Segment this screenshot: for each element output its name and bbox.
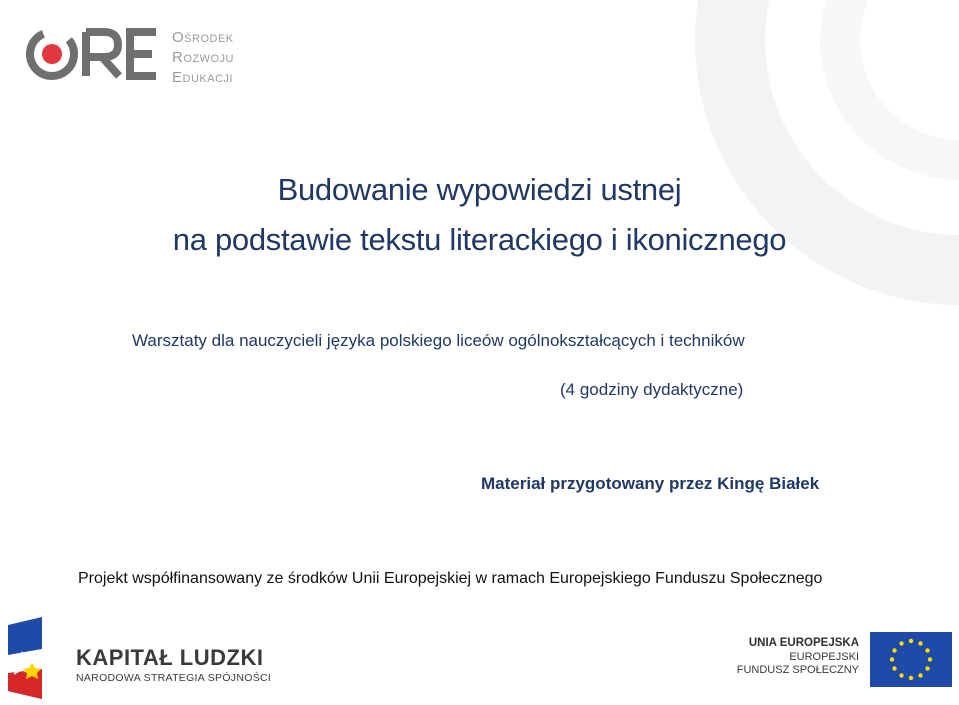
ore-org-line-1: Ośrodek — [172, 29, 234, 46]
workshop-description: Warsztaty dla nauczycieli języka polskiego liceów ogólnokształcących i techników — [132, 331, 745, 350]
kapital-ludzki-flag-icon — [0, 615, 70, 700]
kapital-ludzki-title: KAPITAŁ LUDZKI — [76, 645, 264, 670]
slide-title-line-2: na podstawie tekstu literackiego i ikonicznego — [172, 222, 787, 257]
eu-flag-icon — [870, 632, 952, 687]
project-funding-note: Projekt współfinansowany ze środków Unii Europejskiej w ramach Europejskiego Funduszu Społecznego — [78, 570, 823, 587]
ore-organization-name — [172, 28, 234, 88]
author-credit: Materiał przygotowany przez Kingę Białek — [481, 474, 820, 493]
eu-label-line-3: FUNDUSZ SPOŁECZNY — [736, 664, 859, 676]
hours-note: (4 godziny dydaktyczne) — [560, 380, 744, 399]
eu-fund-label — [737, 637, 859, 678]
kapital-ludzki-subtitle: NARODOWA STRATEGIA SPÓJNOŚCI — [76, 672, 272, 684]
eu-label-line-1: UNIA EUROPEJSKA — [748, 637, 859, 649]
ore-org-line-2: Rozwoju — [172, 49, 234, 66]
ore-org-line-3: Edukacji — [172, 69, 234, 86]
slide-title-line-1: Budowanie wypowiedzi ustnej — [277, 172, 682, 207]
eu-label-line-2: EUROPEJSKI — [789, 650, 859, 663]
